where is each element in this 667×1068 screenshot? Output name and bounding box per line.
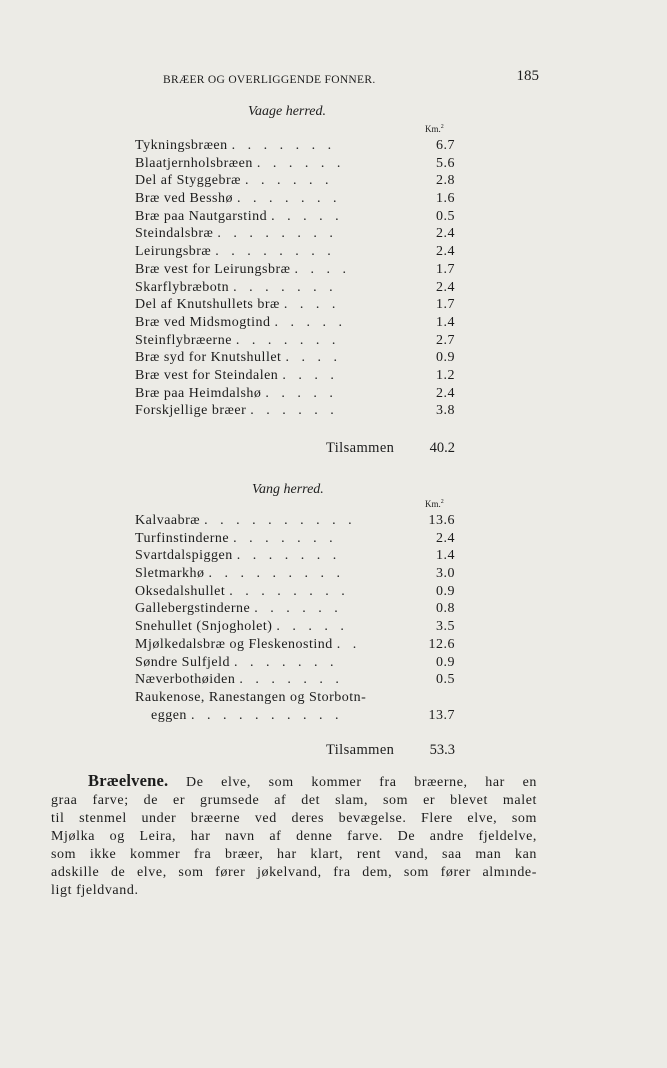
leader-dots: . . . . . . . (234, 654, 338, 670)
page-header (163, 70, 539, 88)
area-value: 1.2 (436, 367, 455, 383)
leader-dots: . . . . . . (244, 173, 333, 189)
total-label: Tilsammen (326, 742, 395, 758)
leader-dots: . . . . (283, 297, 340, 313)
table-row (135, 600, 455, 618)
glacier-name: Del af Styggebræ . . . . . . (135, 173, 333, 189)
paragraph-line: Mjølka og Leira, har navn af denne farve. De andre fjeldelve, (51, 829, 537, 844)
area-value: 1.7 (436, 297, 455, 313)
glacier-name: Del af Knutshullets bræ . . . . (135, 297, 340, 313)
area-value: 13.7 (428, 707, 455, 723)
area-value: 13.6 (428, 513, 455, 528)
table-row (135, 279, 455, 297)
area-value: 0.5 (436, 672, 455, 688)
area-value: 1.4 (436, 314, 455, 330)
area-value: 2.4 (436, 530, 455, 546)
section-title-vang-text: Vang herred. (252, 482, 324, 497)
area-value: 0.9 (436, 583, 455, 599)
glacier-name: Steinflybræerne . . . . . . . (135, 332, 340, 348)
table-row (135, 349, 455, 367)
table-row (135, 367, 455, 385)
leader-dots: . . . . (282, 367, 339, 383)
paragraph-line: adskille de elve, som fører jøkelvand, fra dem, som fører almınde- (51, 865, 537, 880)
unit-label-vaage: Km.$^2$ (425, 124, 444, 134)
area-value: 2.4 (436, 279, 455, 295)
area-value: 2.4 (436, 226, 455, 242)
vang-table (135, 512, 455, 724)
table-row (135, 565, 455, 583)
glacier-name: Bræ vest for Steindalen . . . . (135, 367, 339, 383)
glacier-name: Bræ paa Nautgarstind . . . . . (135, 208, 344, 224)
area-value: 3.5 (436, 619, 455, 635)
table-row (135, 671, 455, 689)
area-value: 1.6 (436, 191, 455, 207)
table-row (135, 385, 455, 403)
glacier-name: eggen . . . . . . . . . . (151, 707, 343, 723)
leader-dots: . . . . (285, 350, 342, 366)
braelvene-paragraph (51, 772, 537, 900)
table-row (135, 208, 455, 226)
glacier-name: Søndre Sulfjeld . . . . . . . (135, 654, 338, 670)
area-value: 2.4 (436, 244, 455, 260)
glacier-name: Leirungsbræ . . . . . . . . (135, 244, 336, 260)
leader-dots: . . . . . (276, 619, 349, 635)
page-number: 185 (516, 68, 539, 84)
leader-dots: . . . . . . . . . . (204, 513, 357, 528)
table-row (135, 547, 455, 565)
glacier-name: Oksedalshullet . . . . . . . . (135, 583, 350, 599)
table-row (135, 707, 455, 725)
leader-dots: . . . . . . . (236, 548, 341, 564)
total-value: 53.3 (429, 742, 455, 758)
leader-dots: . . . . . . . . (229, 583, 350, 599)
area-value: 3.0 (436, 566, 455, 582)
glacier-name: Raukenose, Ranestangen og Storbotn- (135, 689, 367, 705)
glacier-name: Blaatjernholsbræen . . . . . . (135, 155, 345, 171)
glacier-name: Gallebergstinderne . . . . . . (135, 601, 343, 617)
glacier-name: Kalvaabræ . . . . . . . . . . (135, 513, 357, 528)
leader-dots: . . . . . . . . . . (190, 707, 343, 723)
paragraph-lead: Bræelvene. (88, 771, 169, 790)
table-row (135, 190, 455, 208)
leader-dots: . . . . . . . (235, 332, 340, 348)
table-row (135, 530, 455, 548)
area-value: 0.5 (436, 208, 455, 224)
glacier-name: Bræ paa Heimdalshø . . . . . (135, 385, 338, 401)
glacier-name: Sletmarkhø . . . . . . . . . (135, 566, 345, 582)
glacier-name: Steindalsbræ . . . . . . . . (135, 226, 338, 242)
area-value: 5.6 (436, 155, 455, 171)
area-value: 3.8 (436, 403, 455, 419)
leader-dots: . . . . . . . . (215, 244, 336, 260)
leader-dots: . . . . . . . (237, 191, 341, 207)
glacier-name: Næverbothøiden . . . . . . . (135, 672, 344, 688)
glacier-name: Tykningsbræen . . . . . . . (135, 138, 336, 153)
area-value: 2.7 (436, 332, 455, 348)
table-row (135, 512, 455, 530)
glacier-name: Skarflybræbotn . . . . . . . (135, 279, 338, 295)
area-value: 1.7 (436, 261, 455, 277)
area-value: 2.4 (436, 385, 455, 401)
leader-dots: . . (336, 636, 361, 652)
glacier-name: Snehullet (Snjogholet) . . . . . (135, 619, 349, 635)
leader-dots: . . . . . . (254, 601, 343, 617)
leader-dots: . . . . . . . (233, 530, 338, 546)
table-row (135, 618, 455, 636)
table-row (135, 636, 455, 654)
leader-dots: . . . . (294, 261, 351, 277)
area-value: 0.8 (436, 601, 455, 617)
glacier-name: Bræ ved Besshø . . . . . . . (135, 191, 341, 207)
table-row (135, 654, 455, 672)
glacier-name: Mjølkedalsbræ og Fleskenostind . . (135, 636, 361, 652)
area-value: 0.9 (436, 654, 455, 670)
glacier-name: Bræ syd for Knutshullet . . . . (135, 350, 342, 366)
paragraph-line: til stenmel under bræerne ved deres bevægelse. Flere elve, som (51, 811, 537, 826)
area-value: 0.9 (436, 350, 455, 366)
leader-dots: . . . . . . (250, 403, 339, 419)
table-row (135, 583, 455, 601)
leader-dots: . . . . . . (256, 155, 345, 171)
leader-dots: . . . . . (265, 385, 338, 401)
total-label: Tilsammen (326, 440, 395, 456)
table-row (135, 243, 455, 261)
table-row (135, 314, 455, 332)
leader-dots: . . . . . . . . . (208, 566, 345, 582)
vaage-table (135, 137, 455, 420)
table-row (135, 332, 455, 350)
glacier-name: Turfinstinderne . . . . . . . (135, 530, 338, 546)
paragraph-line: graa farve; de er grumsede af det slam, som er blevet malet (51, 793, 537, 808)
table-row (135, 402, 455, 420)
table-row (135, 225, 455, 243)
total-value: 40.2 (429, 440, 455, 456)
unit-label-vang: Km.$^2$ (425, 499, 444, 509)
table-row (135, 689, 455, 707)
leader-dots: . . . . . . . (233, 279, 338, 295)
leader-dots: . . . . . . . . (217, 226, 338, 242)
leader-dots: . . . . . . . (231, 138, 336, 153)
section-title-vaage-text: Vaage herred. (248, 104, 327, 119)
table-row (135, 261, 455, 279)
leader-dots: . . . . . . . (239, 672, 344, 688)
glacier-name: Forskjellige bræer . . . . . . (135, 403, 339, 419)
paragraph-line: ligt fjeldvand. (51, 883, 139, 898)
glacier-name: Svartdalspiggen . . . . . . . (135, 548, 341, 564)
paragraph-line: Bræelvene. De elve, som kommer fra bræerne, har en (88, 771, 537, 790)
area-value: 2.8 (436, 173, 455, 189)
leader-dots: . . . . . (271, 208, 344, 224)
table-row (135, 137, 455, 155)
area-value: 12.6 (428, 636, 455, 652)
table-row (135, 155, 455, 173)
glacier-name: Bræ ved Midsmogtind . . . . . (135, 314, 347, 330)
glacier-name: Bræ vest for Leirungsbræ . . . . (135, 261, 351, 277)
table-row (135, 172, 455, 190)
running-title: BRÆER OG OVERLIGGENDE FONNER. (163, 74, 376, 86)
paragraph-line: som ikke kommer fra bræer, har klart, rent vand, saa man kan (51, 847, 537, 862)
area-value: 6.7 (436, 138, 455, 153)
table-row (135, 296, 455, 314)
area-value: 1.4 (436, 548, 455, 564)
leader-dots: . . . . . (274, 314, 347, 330)
